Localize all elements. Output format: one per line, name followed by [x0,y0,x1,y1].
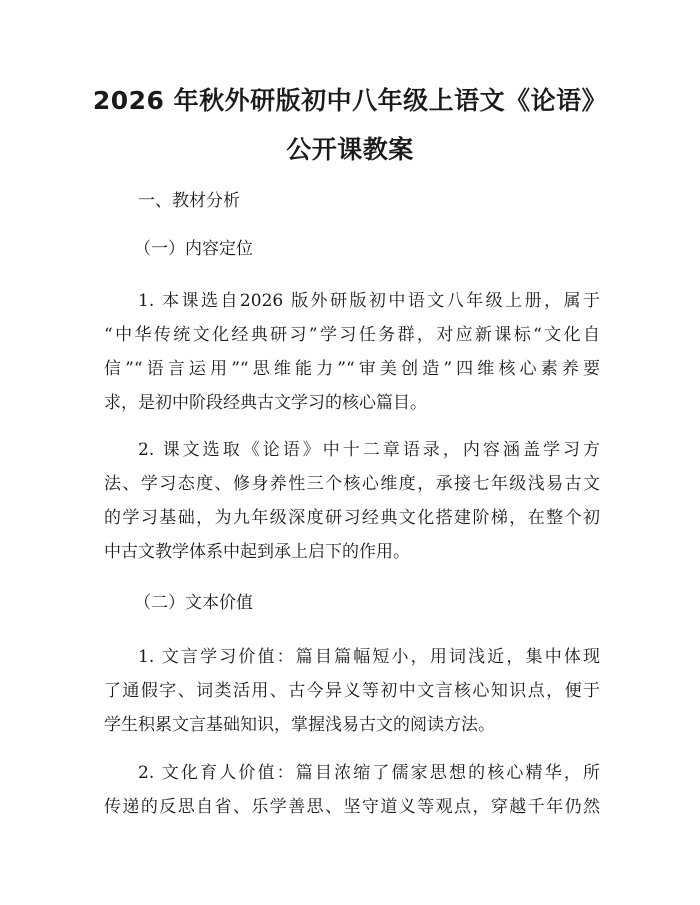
paragraph-line: 2. 课文选取《论语》中十二章语录，内容涵盖学习方 [138,440,600,460]
paragraph-line: 了通假字、词类活用、古今异义等初中文言核心知识点，便于 [104,681,600,701]
subsection-heading-text-value: （二）文本价值 [134,593,253,613]
paragraph-content-positioning-1 [104,284,600,420]
paragraph-text-value-2 [104,756,600,824]
paragraph-line: 学生积累文言基础知识，掌握浅易古文的阅读方法。 [104,715,495,735]
section-heading-teaching-material-analysis: 一、教材分析 [138,191,240,211]
paragraph-line: “中华传统文化经典研习”学习任务群，对应新课标“文化自 [104,325,600,345]
paragraph-text-value-1 [104,640,600,742]
paragraph-line: 传递的反思自省、乐学善思、坚守道义等观点，穿越千年仍然 [104,797,600,817]
document-title-line-1: 2026 年秋外研版初中八年级上语文《论语》 [92,86,608,115]
paragraph-line: 1. 本课选自2026 版外研版初中语文八年级上册，属于 [138,291,600,311]
paragraph-line: 的学习基础，为九年级深度研习经典文化搭建阶梯，在整个初 [104,508,600,528]
paragraph-line: 2. 文化育人价值：篇目浓缩了儒家思想的核心精华，所 [138,763,600,783]
document-title-line-2: 公开课教案 [286,135,414,164]
paragraph-line: 1. 文言学习价值：篇目篇幅短小，用词浅近，集中体现 [138,647,600,667]
paragraph-line: 法、学习态度、修身养性三个核心维度，承接七年级浅易古文 [104,474,600,494]
paragraph-line: 中古文教学体系中起到承上启下的作用。 [104,542,410,562]
paragraph-line: 信”“语言运用”“思维能力”“审美创造”四维核心素养要 [104,359,600,379]
paragraph-content-positioning-2 [104,433,600,569]
paragraph-line: 求，是初中阶段经典古文学习的核心篇目。 [104,393,427,413]
subsection-heading-content-positioning: （一）内容定位 [134,239,253,259]
